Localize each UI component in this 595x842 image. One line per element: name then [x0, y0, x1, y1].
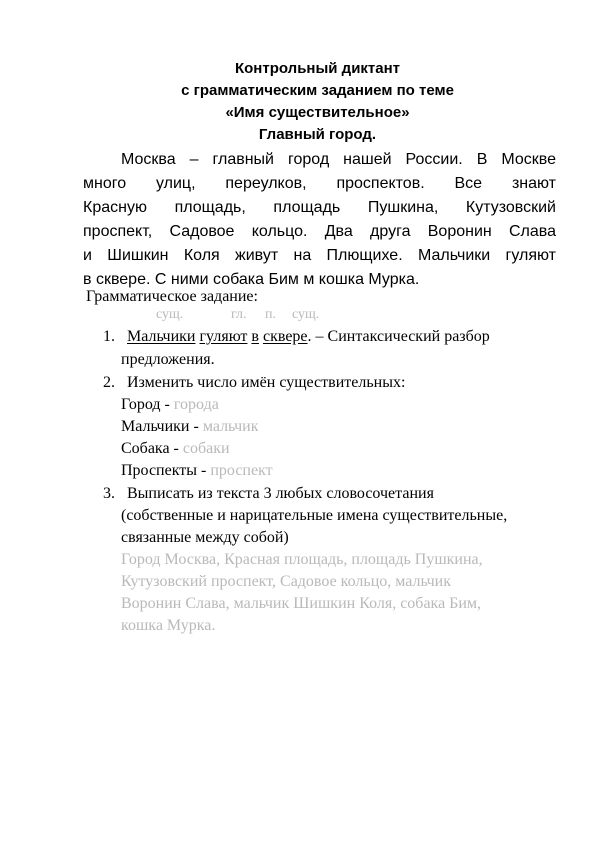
- pair-answer: города: [173, 396, 219, 413]
- answer-line: Воронин Слава, мальчик Шишкин Коля, собака Бим,: [121, 595, 482, 612]
- item-text: Изменить число имён существительных:: [127, 374, 406, 391]
- pair-word: Собака -: [121, 440, 183, 457]
- dictation-line: в сквере. С ними собака Бим м кошка Мурка.: [83, 271, 420, 288]
- answer-line: кошка Мурка.: [121, 617, 216, 634]
- title-line-1: Контрольный диктант: [234, 60, 401, 77]
- item-text: Выписать из текста 3 любых словосочетания: [127, 485, 434, 502]
- dictation-line: Красную площадь, площадь Пушкина, Кутузовский: [83, 199, 556, 216]
- item-number: 2.: [103, 374, 115, 391]
- title-line-4: Главный город.: [258, 126, 377, 143]
- task-item-1-line-2: предложения.: [121, 351, 215, 368]
- pair-row: [121, 396, 219, 414]
- task-item-2: [103, 374, 405, 392]
- pair-word: Город -: [121, 396, 174, 413]
- annotation-preposition: п.: [265, 307, 276, 322]
- underlined-word: сквере: [262, 328, 308, 345]
- title-line-2: с грамматическим заданием по теме: [181, 82, 454, 99]
- title-line-3: «Имя существительное»: [225, 104, 410, 121]
- dictation-text: [83, 148, 556, 292]
- pair-word: Проспекты -: [121, 462, 211, 479]
- task-item-3-line-3: связанные между собой): [121, 529, 289, 546]
- task-item-3: [103, 485, 434, 503]
- pair-answer: проспект: [210, 462, 273, 479]
- pair-row: [121, 418, 259, 436]
- annotation-noun-2: сущ.: [292, 307, 320, 322]
- item-number: 3.: [103, 485, 115, 502]
- answer-line: Город Москва, Красная площадь, площадь Пушкина,: [121, 551, 483, 568]
- task-heading: Грамматическое задание:: [86, 288, 258, 305]
- task-item-3-line-2: (собственные и нарицательные имена существительные,: [121, 507, 508, 524]
- annotation-noun: сущ.: [156, 307, 184, 322]
- item-text: . – Синтаксический разбор: [307, 328, 490, 345]
- underlined-word: в: [251, 328, 259, 345]
- underlined-word: Мальчики: [127, 328, 196, 345]
- pair-answer: собаки: [182, 440, 230, 457]
- pair-row: [121, 462, 273, 480]
- task-item-1: [103, 328, 490, 346]
- item-number: 1.: [103, 328, 115, 345]
- pair-answer: мальчик: [202, 418, 259, 435]
- pair-word: Мальчики -: [121, 418, 203, 435]
- dictation-line: Москва – главный город нашей России. В Москве: [121, 151, 556, 168]
- answer-line: Кутузовский проспект, Садовое кольцо, мальчик: [121, 573, 451, 590]
- dictation-line: и Шишкин Коля живут на Плющихе. Мальчики гуляют: [83, 247, 556, 264]
- dictation-line: проспект, Садовое кольцо. Два друга Воронин Слава: [83, 223, 556, 240]
- pair-row: [121, 440, 230, 458]
- underlined-word: гуляют: [199, 328, 248, 345]
- dictation-line: много улиц, переулков, проспектов. Все знают: [83, 175, 556, 192]
- annotation-verb: гл.: [231, 307, 247, 322]
